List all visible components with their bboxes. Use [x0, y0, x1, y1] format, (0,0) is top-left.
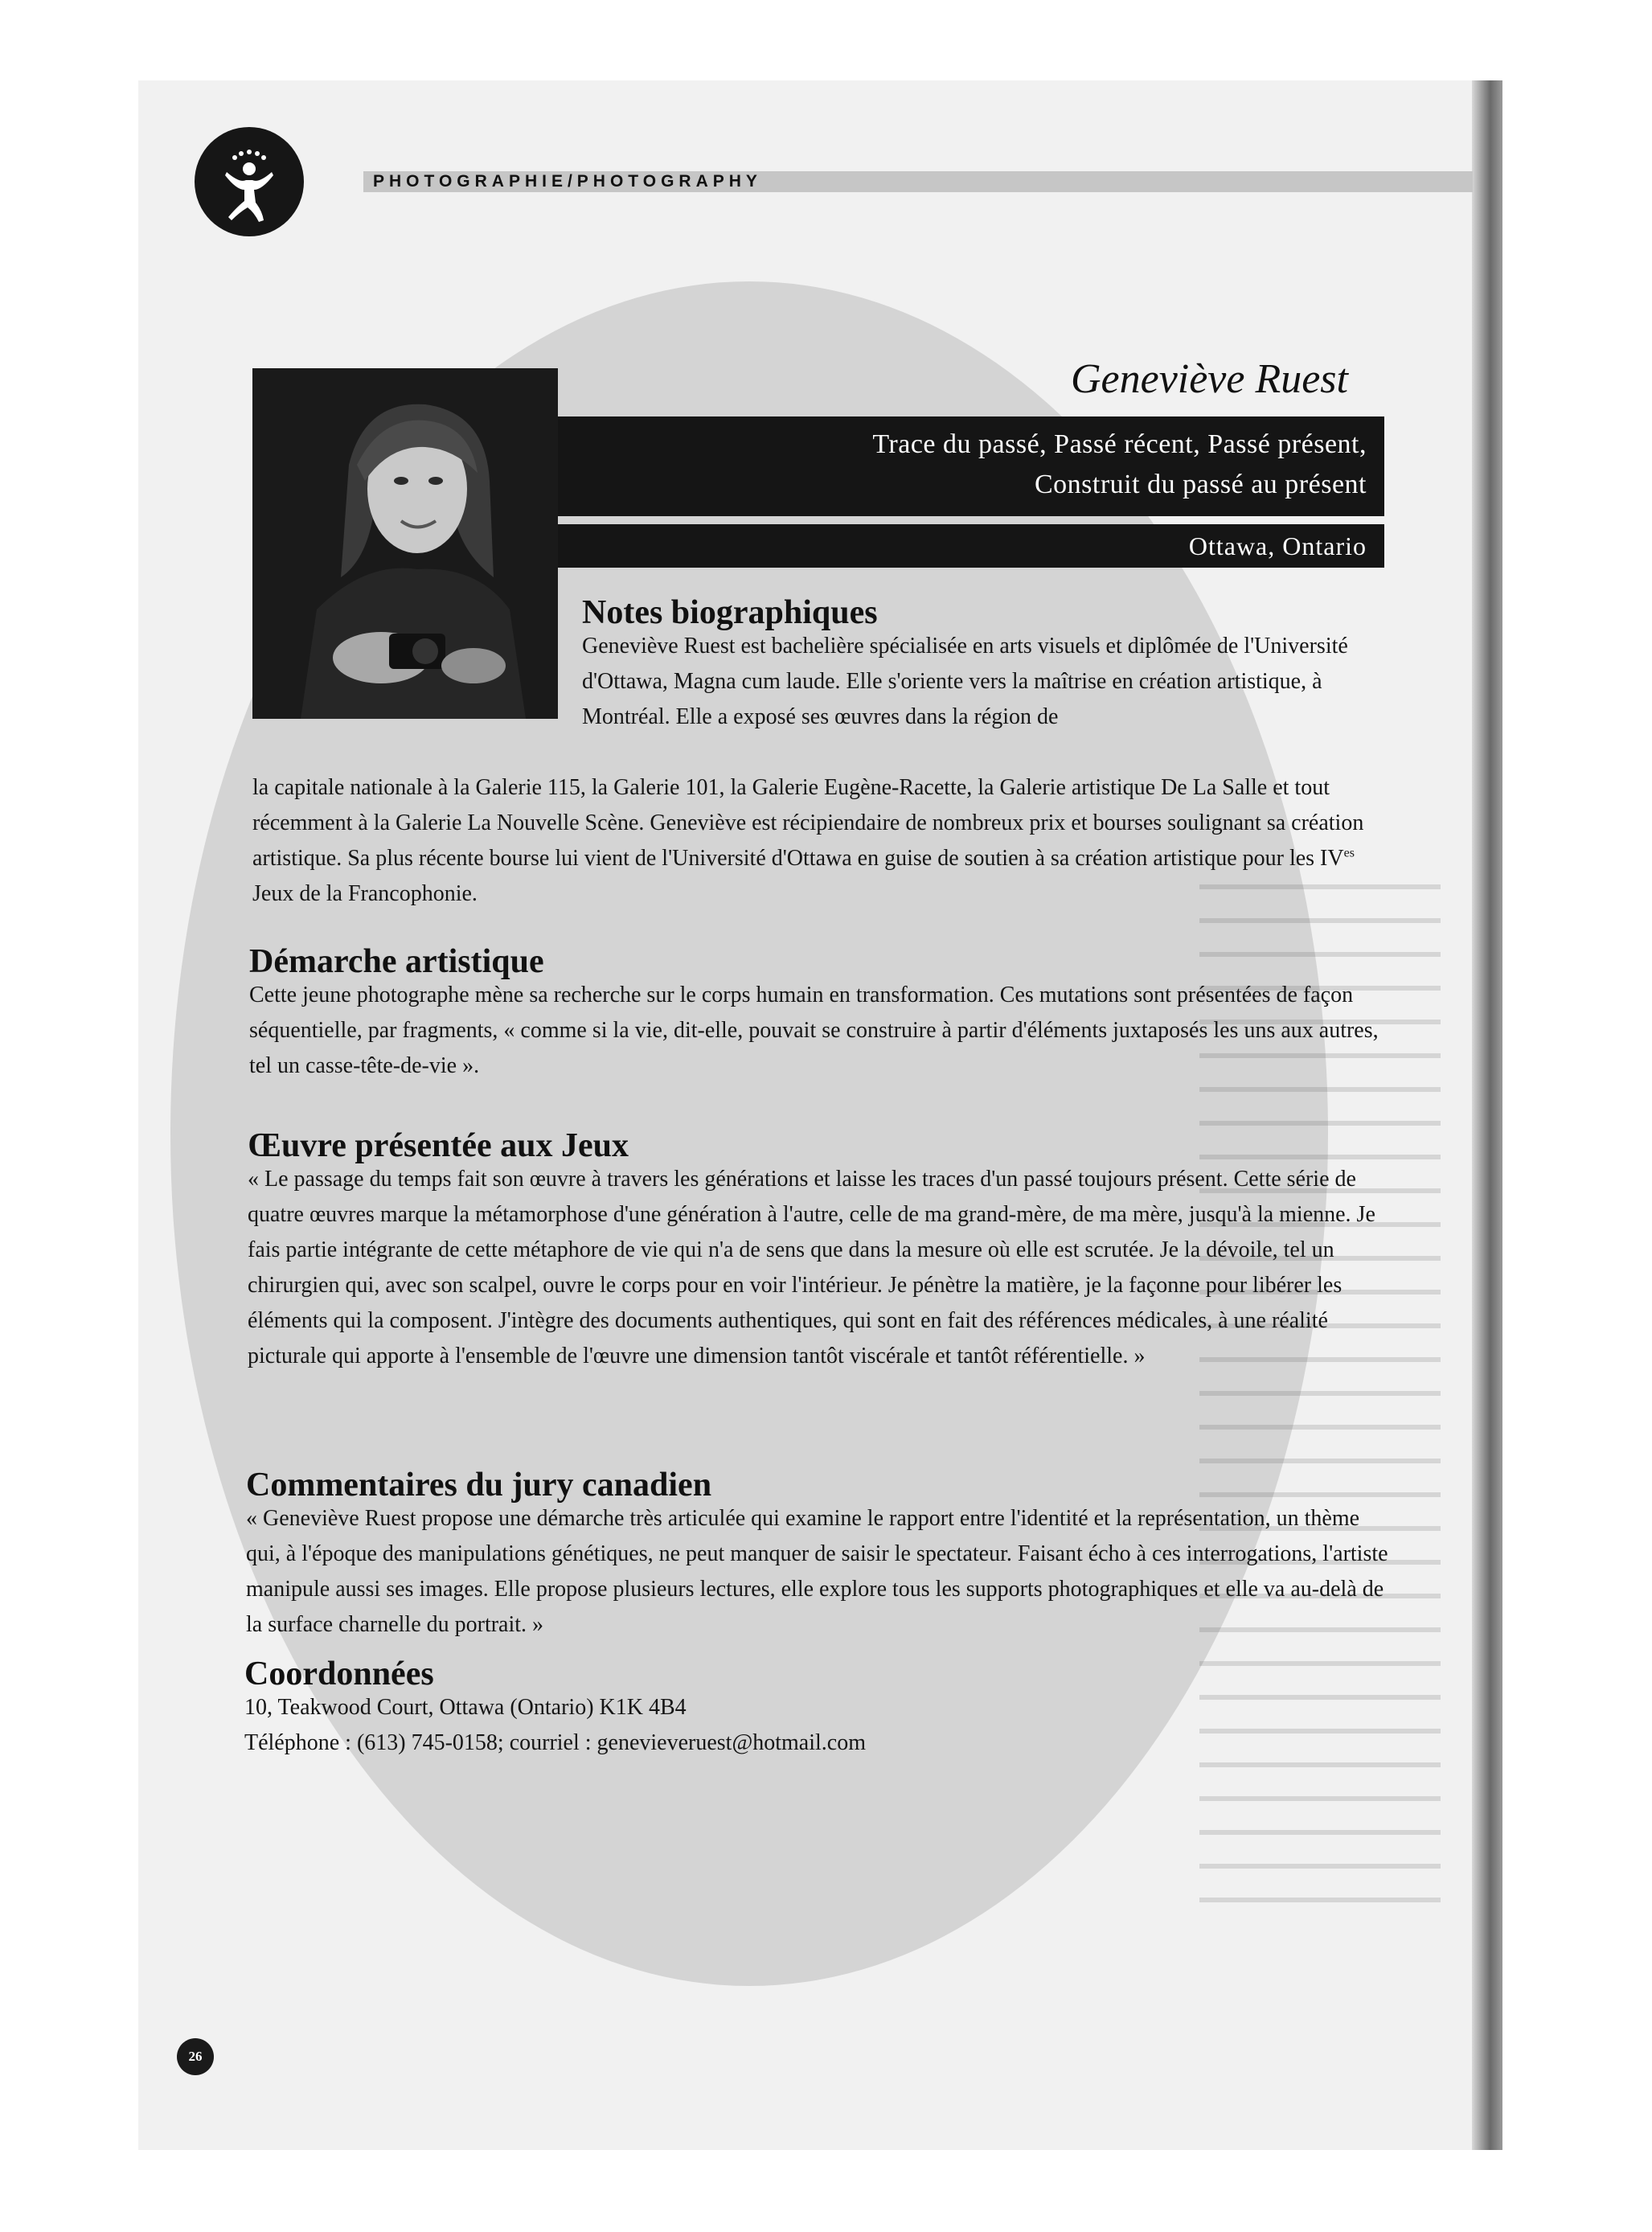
bio-text-part2 [252, 770, 1386, 912]
bio-text-part1: Geneviève Ruest est bachelière spécialisée en arts visuels et diplômée de l'Université d'Ottawa, Magna cum laude. Elle s'oriente vers la maîtrise en création artistique, à Montréal. Elle a exposé ses œuvres dans la région de [582, 634, 1348, 729]
page-spine-shadow [1472, 80, 1502, 2150]
oeuvre-heading: Œuvre présentée aux Jeux [248, 1127, 629, 1164]
bio-text-part3: Jeux de la Francophonie. [252, 881, 478, 906]
games-figure-logo-icon [195, 127, 304, 236]
section-header-bar [363, 171, 1473, 192]
contact-block [244, 1690, 1394, 1761]
demarche-text: Cette jeune photographe mène sa recherche sur le corps humain en transformation. Ces mutations sont présentées de façon séquentielle, par fragments, « comme si la vie, dit-elle, pouvait se construire à partir d'éléments juxtaposés les uns aux autres, tel un casse-tête-de-vie ». [249, 983, 1379, 1078]
section-label: PHOTOGRAPHIE/PHOTOGRAPHY [373, 172, 762, 191]
jury-text: « Geneviève Ruest propose une démarche très articulée qui examine le rapport entre l'identité et la représentation, un thème qui, à l'époque des manipulations génétiques, ne peut manquer de saisir le spectateur. Faisant écho à ces interrogations, l'artiste manipule aussi ses images. Elle propose plusieurs lectures, elle explore tous les supports photographiques et elle va au-delà de la surface charnelle du portrait. » [246, 1506, 1388, 1637]
location-bar [558, 524, 1384, 568]
work-title-line-1: Trace du passé, Passé récent, Passé présent, [872, 429, 1367, 459]
work-title-bar [558, 416, 1384, 516]
artist-location: Ottawa, Ontario [1188, 531, 1367, 560]
bio-heading: Notes biographiques [582, 594, 878, 631]
work-title-line-2: Construit du passé au présent [1035, 470, 1367, 499]
page-number-badge: 26 [177, 2038, 214, 2075]
contact-heading: Coordonnées [244, 1656, 434, 1692]
artist-name: Geneviève Ruest [1070, 356, 1348, 402]
artist-portrait [252, 368, 558, 719]
contact-address: 10, Teakwood Court, Ottawa (Ontario) K1K 4B4 [244, 1695, 687, 1720]
oeuvre-text: « Le passage du temps fait son œuvre à travers les générations et laisse les traces d'un passé toujours présent. Cette série de quatre œuvres marque la métamorphose d'une génération à l'autre, celle de ma grand-mère, de ma mère, jusqu'à la mienne. Je fais partie intégrante de cette métaphore de vie qui n'a de sens que dans la mesure où elle est scrutée. Je la dévoile, tel un chirurgien qui, avec son scalpel, ouvre le corps pour en voir l'intérieur. Je pénètre la matière, je la façonne pour libérer les éléments qui la composent. J'intègre des documents authentiques, qui sont en fait des références médicales, à une réalité picturale qui apporte à l'ensemble de l'œuvre une dimension tantôt viscérale et tantôt référentielle. » [248, 1167, 1375, 1368]
demarche-heading: Démarche artistique [249, 943, 544, 980]
document-page [138, 80, 1502, 2150]
jury-heading: Commentaires du jury canadien [246, 1467, 712, 1504]
bio-text-part2-main: la capitale nationale à la Galerie 115, la Galerie 101, la Galerie Eugène-Racette, la Galerie artistique De La Salle et tout récemment à la Galerie La Nouvelle Scène. Geneviève est récipiendaire de nombreux prix et bourses soulignant sa création artistique. Sa plus récente bourse lui vient de l'Université d'Ottawa en guise de soutien à sa création artistique pour les IV [252, 775, 1364, 871]
bio-superscript: es [1343, 846, 1355, 860]
contact-phone-email: Téléphone : (613) 745-0158; courriel : genevieveruest@hotmail.com [244, 1730, 866, 1755]
